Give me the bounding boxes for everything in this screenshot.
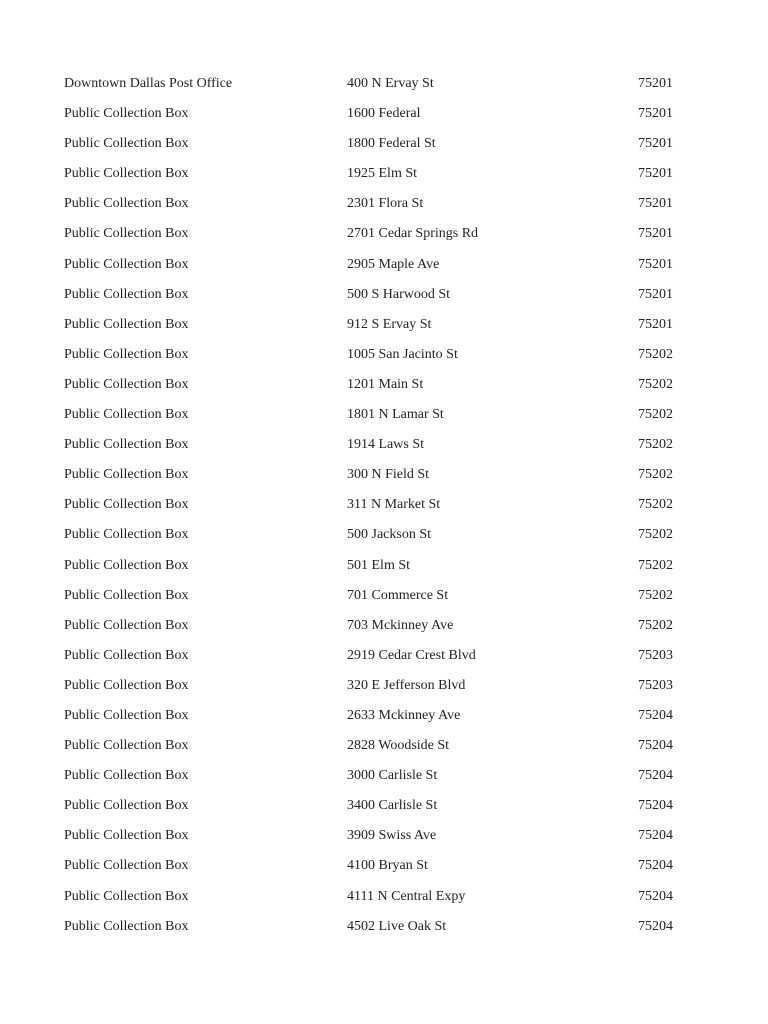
location-address: 300 N Field St — [347, 467, 430, 483]
list-item — [0, 250, 768, 280]
location-name: Public Collection Box — [64, 647, 189, 663]
location-zip: 75202 — [638, 587, 673, 603]
list-item — [0, 129, 768, 159]
list-item — [0, 761, 768, 791]
list-item — [0, 882, 768, 912]
location-address: 2828 Woodside St — [347, 738, 450, 754]
location-zip: 75201 — [638, 76, 673, 91]
location-zip: 75202 — [638, 527, 673, 543]
location-zip: 75202 — [638, 437, 673, 453]
location-name: Public Collection Box — [64, 557, 189, 573]
location-zip: 75203 — [638, 677, 673, 693]
location-name: Public Collection Box — [64, 437, 189, 453]
list-item — [0, 912, 768, 942]
location-zip: 75202 — [638, 376, 673, 392]
location-address: 320 E Jefferson Blvd — [347, 677, 466, 693]
location-zip: 75204 — [638, 858, 673, 874]
location-address: 1600 Federal — [347, 106, 421, 122]
location-name: Public Collection Box — [64, 888, 189, 904]
location-name: Public Collection Box — [64, 677, 189, 693]
location-address: 311 N Market St — [347, 497, 441, 513]
location-zip: 75201 — [638, 196, 673, 212]
location-name: Public Collection Box — [64, 196, 189, 212]
location-zip: 75204 — [638, 738, 673, 754]
location-name: Public Collection Box — [64, 768, 189, 784]
list-item — [0, 731, 768, 761]
location-address: 3909 Swiss Ave — [347, 828, 437, 844]
location-name: Public Collection Box — [64, 376, 189, 392]
location-zip: 75201 — [638, 316, 673, 332]
location-name: Public Collection Box — [64, 407, 189, 423]
location-name: Public Collection Box — [64, 828, 189, 844]
location-address: 1925 Elm St — [347, 166, 418, 182]
location-address: 1005 San Jacinto St — [347, 346, 458, 362]
list-item — [0, 701, 768, 731]
location-zip: 75203 — [638, 647, 673, 663]
location-name: Public Collection Box — [64, 106, 189, 122]
location-zip: 75202 — [638, 497, 673, 513]
location-address: 912 S Ervay St — [347, 316, 432, 332]
location-zip: 75204 — [638, 828, 673, 844]
location-zip: 75204 — [638, 707, 673, 723]
location-name: Public Collection Box — [64, 286, 189, 302]
location-name: Public Collection Box — [64, 707, 189, 723]
list-item — [0, 641, 768, 671]
list-item — [0, 189, 768, 219]
location-zip: 75202 — [638, 467, 673, 483]
location-name: Public Collection Box — [64, 527, 189, 543]
location-address: 1801 N Lamar St — [347, 407, 444, 423]
location-zip: 75201 — [638, 286, 673, 302]
location-address: 400 N Ervay St — [347, 76, 434, 91]
list-item — [0, 430, 768, 460]
list-item — [0, 400, 768, 430]
location-address: 1800 Federal St — [347, 136, 436, 152]
list-item — [0, 370, 768, 400]
location-list — [0, 69, 768, 942]
location-name: Public Collection Box — [64, 346, 189, 362]
location-name: Public Collection Box — [64, 858, 189, 874]
list-item — [0, 490, 768, 520]
location-name: Public Collection Box — [64, 617, 189, 633]
location-zip: 75204 — [638, 768, 673, 784]
list-item — [0, 791, 768, 821]
list-item — [0, 460, 768, 490]
list-item — [0, 159, 768, 189]
location-zip: 75202 — [638, 346, 673, 362]
location-address: 1914 Laws St — [347, 437, 424, 453]
location-zip: 75202 — [638, 617, 673, 633]
location-zip: 75201 — [638, 136, 673, 152]
list-item — [0, 340, 768, 370]
location-address: 2301 Flora St — [347, 196, 424, 212]
location-zip: 75202 — [638, 557, 673, 573]
location-name: Public Collection Box — [64, 256, 189, 272]
location-zip: 75201 — [638, 226, 673, 242]
location-address: 4111 N Central Expy — [347, 888, 466, 904]
list-item — [0, 280, 768, 310]
location-address: 3400 Carlisle St — [347, 798, 438, 814]
location-address: 500 S Harwood St — [347, 286, 451, 302]
location-name: Public Collection Box — [64, 166, 189, 182]
location-name: Public Collection Box — [64, 497, 189, 513]
location-name: Downtown Dallas Post Office — [64, 76, 233, 91]
list-item — [0, 671, 768, 701]
location-zip: 75204 — [638, 798, 673, 814]
list-item — [0, 851, 768, 881]
location-address: 703 Mckinney Ave — [347, 617, 454, 633]
location-name: Public Collection Box — [64, 226, 189, 242]
location-address: 501 Elm St — [347, 557, 411, 573]
location-name: Public Collection Box — [64, 316, 189, 332]
location-address: 701 Commerce St — [347, 587, 449, 603]
list-item — [0, 581, 768, 611]
location-name: Public Collection Box — [64, 738, 189, 754]
location-name: Public Collection Box — [64, 467, 189, 483]
list-item — [0, 520, 768, 550]
location-address: 2701 Cedar Springs Rd — [347, 226, 479, 242]
location-zip: 75201 — [638, 166, 673, 182]
location-address: 1201 Main St — [347, 376, 424, 392]
location-zip: 75201 — [638, 256, 673, 272]
location-address: 2919 Cedar Crest Blvd — [347, 647, 476, 663]
location-name: Public Collection Box — [64, 798, 189, 814]
list-item — [0, 69, 768, 99]
list-item — [0, 99, 768, 129]
location-zip: 75204 — [638, 888, 673, 904]
list-item — [0, 611, 768, 641]
location-address: 3000 Carlisle St — [347, 768, 438, 784]
location-zip: 75201 — [638, 106, 673, 122]
location-name: Public Collection Box — [64, 136, 189, 152]
location-address: 4502 Live Oak St — [347, 918, 447, 934]
location-name: Public Collection Box — [64, 587, 189, 603]
location-zip: 75202 — [638, 407, 673, 423]
list-item — [0, 551, 768, 581]
location-address: 4100 Bryan St — [347, 858, 428, 874]
location-zip: 75204 — [638, 918, 673, 934]
location-address: 500 Jackson St — [347, 527, 431, 543]
list-item — [0, 821, 768, 851]
list-item — [0, 310, 768, 340]
location-address: 2905 Maple Ave — [347, 256, 440, 272]
location-address: 2633 Mckinney Ave — [347, 707, 461, 723]
list-item — [0, 219, 768, 249]
location-name: Public Collection Box — [64, 918, 189, 934]
